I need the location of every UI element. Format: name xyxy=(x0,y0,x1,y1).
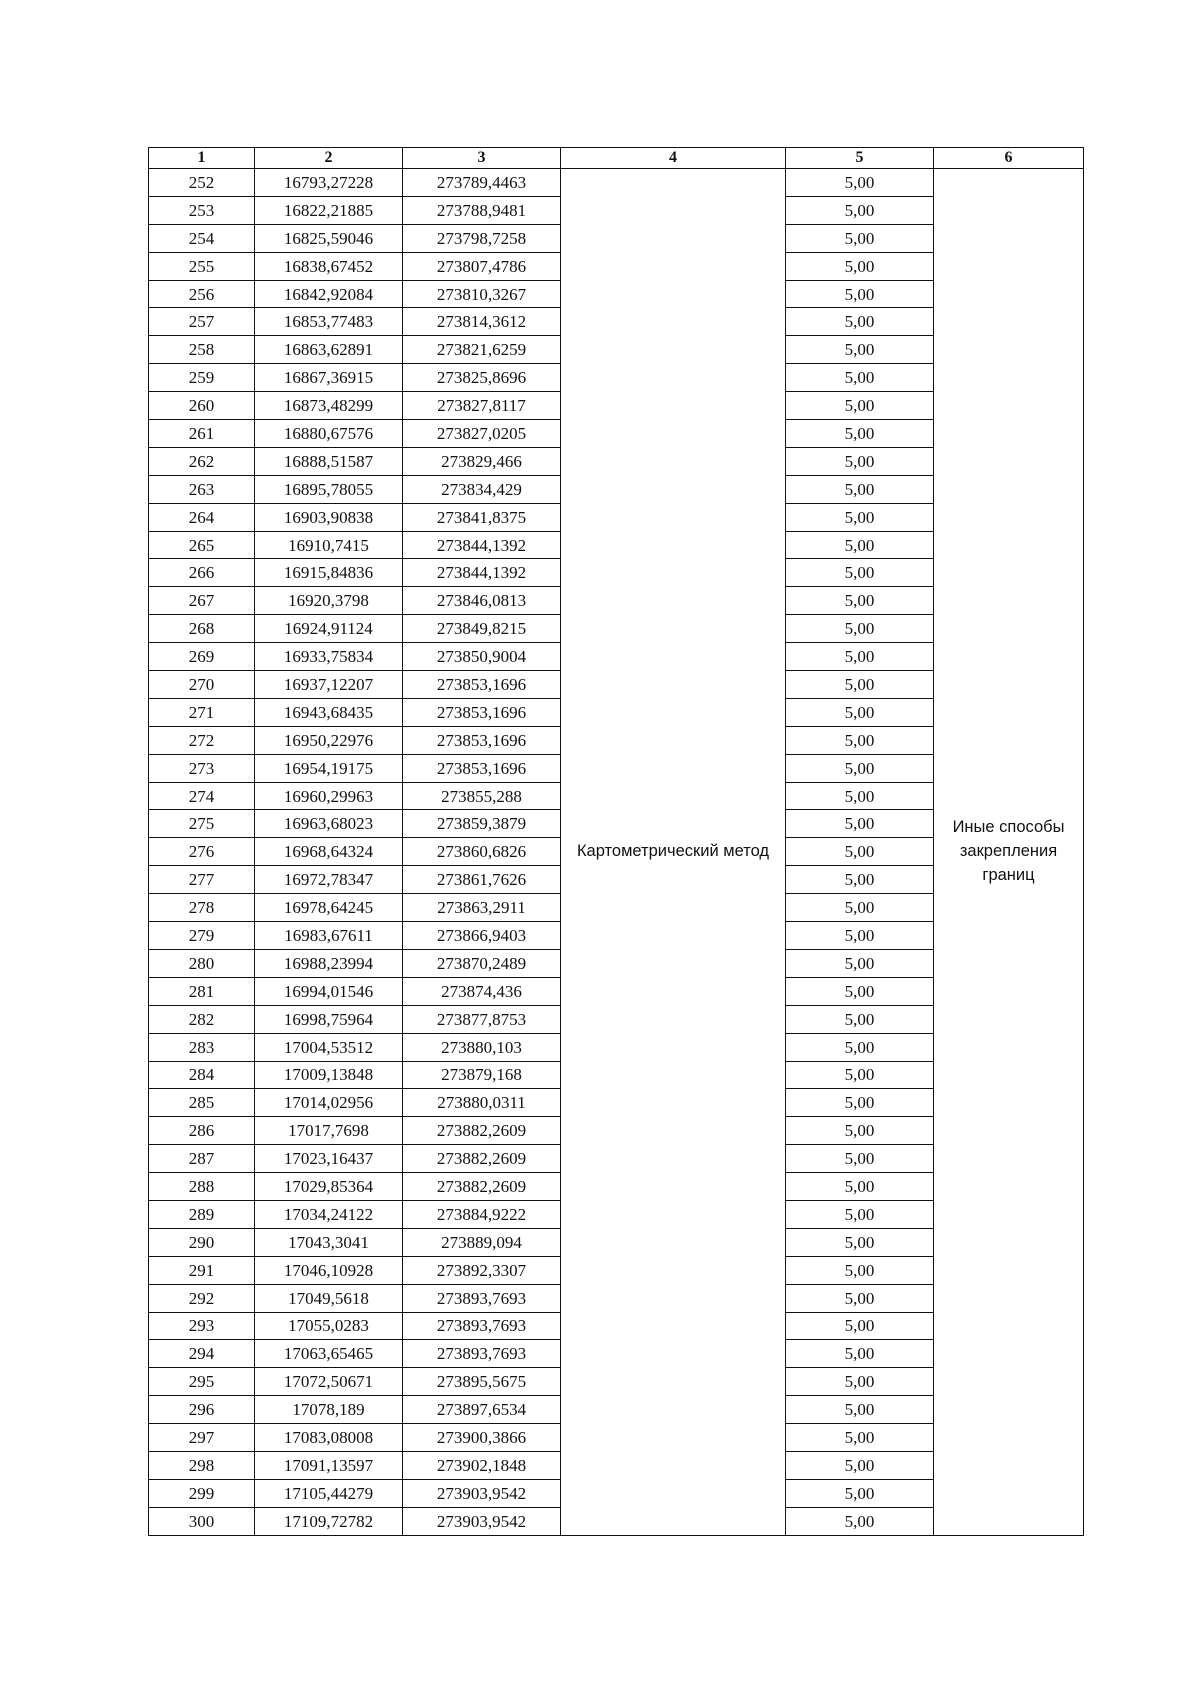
x-coordinate-cell: 16880,67576 xyxy=(255,420,403,448)
accuracy-cell: 5,00 xyxy=(786,782,934,810)
x-coordinate-cell: 17004,53512 xyxy=(255,1033,403,1061)
accuracy-cell: 5,00 xyxy=(786,364,934,392)
point-number-cell: 262 xyxy=(149,447,255,475)
point-number-cell: 276 xyxy=(149,838,255,866)
accuracy-cell: 5,00 xyxy=(786,1424,934,1452)
accuracy-cell: 5,00 xyxy=(786,977,934,1005)
x-coordinate-cell: 16983,67611 xyxy=(255,922,403,950)
x-coordinate-cell: 16793,27228 xyxy=(255,169,403,197)
point-number-cell: 253 xyxy=(149,196,255,224)
x-coordinate-cell: 16998,75964 xyxy=(255,1005,403,1033)
accuracy-cell: 5,00 xyxy=(786,1061,934,1089)
accuracy-cell: 5,00 xyxy=(786,866,934,894)
point-number-cell: 267 xyxy=(149,587,255,615)
y-coordinate-cell: 273846,0813 xyxy=(403,587,561,615)
accuracy-cell: 5,00 xyxy=(786,280,934,308)
y-coordinate-cell: 273814,3612 xyxy=(403,308,561,336)
point-number-cell: 282 xyxy=(149,1005,255,1033)
point-number-cell: 254 xyxy=(149,224,255,252)
x-coordinate-cell: 16937,12207 xyxy=(255,671,403,699)
point-number-cell: 284 xyxy=(149,1061,255,1089)
y-coordinate-cell: 273903,9542 xyxy=(403,1507,561,1535)
y-coordinate-cell: 273861,7626 xyxy=(403,866,561,894)
y-coordinate-cell: 273834,429 xyxy=(403,475,561,503)
x-coordinate-cell: 17023,16437 xyxy=(255,1145,403,1173)
y-coordinate-cell: 273889,094 xyxy=(403,1228,561,1256)
accuracy-cell: 5,00 xyxy=(786,754,934,782)
point-number-cell: 255 xyxy=(149,252,255,280)
point-number-cell: 279 xyxy=(149,922,255,950)
point-number-cell: 283 xyxy=(149,1033,255,1061)
accuracy-cell: 5,00 xyxy=(786,587,934,615)
y-coordinate-cell: 273859,3879 xyxy=(403,810,561,838)
y-coordinate-cell: 273874,436 xyxy=(403,977,561,1005)
x-coordinate-cell: 16943,68435 xyxy=(255,698,403,726)
y-coordinate-cell: 273882,2609 xyxy=(403,1173,561,1201)
point-number-cell: 281 xyxy=(149,977,255,1005)
point-number-cell: 270 xyxy=(149,671,255,699)
y-coordinate-cell: 273810,3267 xyxy=(403,280,561,308)
accuracy-cell: 5,00 xyxy=(786,726,934,754)
point-number-cell: 290 xyxy=(149,1228,255,1256)
header-col-1: 1 xyxy=(149,148,255,169)
x-coordinate-cell: 17046,10928 xyxy=(255,1256,403,1284)
method-cell: Картометрический метод xyxy=(561,169,786,1536)
point-number-cell: 293 xyxy=(149,1312,255,1340)
x-coordinate-cell: 16968,64324 xyxy=(255,838,403,866)
point-number-cell: 264 xyxy=(149,503,255,531)
y-coordinate-cell: 273841,8375 xyxy=(403,503,561,531)
y-coordinate-cell: 273821,6259 xyxy=(403,336,561,364)
accuracy-cell: 5,00 xyxy=(786,1479,934,1507)
table-row xyxy=(149,169,1084,197)
point-number-cell: 273 xyxy=(149,754,255,782)
y-coordinate-cell: 273849,8215 xyxy=(403,615,561,643)
accuracy-cell: 5,00 xyxy=(786,643,934,671)
y-coordinate-cell: 273897,6534 xyxy=(403,1396,561,1424)
accuracy-cell: 5,00 xyxy=(786,1089,934,1117)
point-number-cell: 269 xyxy=(149,643,255,671)
accuracy-cell: 5,00 xyxy=(786,1200,934,1228)
x-coordinate-cell: 17029,85364 xyxy=(255,1173,403,1201)
accuracy-cell: 5,00 xyxy=(786,949,934,977)
point-number-cell: 278 xyxy=(149,894,255,922)
point-number-cell: 294 xyxy=(149,1340,255,1368)
y-coordinate-cell: 273882,2609 xyxy=(403,1117,561,1145)
accuracy-cell: 5,00 xyxy=(786,392,934,420)
y-coordinate-cell: 273863,2911 xyxy=(403,894,561,922)
point-number-cell: 288 xyxy=(149,1173,255,1201)
accuracy-cell: 5,00 xyxy=(786,1256,934,1284)
coordinates-table xyxy=(148,147,1084,1536)
accuracy-cell: 5,00 xyxy=(786,671,934,699)
point-number-cell: 297 xyxy=(149,1424,255,1452)
header-col-3: 3 xyxy=(403,148,561,169)
accuracy-cell: 5,00 xyxy=(786,922,934,950)
y-coordinate-cell: 273902,1848 xyxy=(403,1451,561,1479)
x-coordinate-cell: 16972,78347 xyxy=(255,866,403,894)
x-coordinate-cell: 16933,75834 xyxy=(255,643,403,671)
x-coordinate-cell: 17014,02956 xyxy=(255,1089,403,1117)
point-number-cell: 299 xyxy=(149,1479,255,1507)
point-number-cell: 296 xyxy=(149,1396,255,1424)
accuracy-cell: 5,00 xyxy=(786,196,934,224)
y-coordinate-cell: 273895,5675 xyxy=(403,1368,561,1396)
accuracy-cell: 5,00 xyxy=(786,559,934,587)
point-number-cell: 257 xyxy=(149,308,255,336)
point-number-cell: 252 xyxy=(149,169,255,197)
accuracy-cell: 5,00 xyxy=(786,1368,934,1396)
y-coordinate-cell: 273788,9481 xyxy=(403,196,561,224)
accuracy-cell: 5,00 xyxy=(786,1117,934,1145)
x-coordinate-cell: 16888,51587 xyxy=(255,447,403,475)
point-number-cell: 259 xyxy=(149,364,255,392)
accuracy-cell: 5,00 xyxy=(786,1284,934,1312)
accuracy-cell: 5,00 xyxy=(786,894,934,922)
x-coordinate-cell: 17034,24122 xyxy=(255,1200,403,1228)
fixing-method-cell: Иные способы закрепления границ xyxy=(934,169,1084,1536)
point-number-cell: 260 xyxy=(149,392,255,420)
x-coordinate-cell: 17043,3041 xyxy=(255,1228,403,1256)
y-coordinate-cell: 273893,7693 xyxy=(403,1284,561,1312)
accuracy-cell: 5,00 xyxy=(786,1451,934,1479)
x-coordinate-cell: 16915,84836 xyxy=(255,559,403,587)
y-coordinate-cell: 273844,1392 xyxy=(403,559,561,587)
point-number-cell: 292 xyxy=(149,1284,255,1312)
accuracy-cell: 5,00 xyxy=(786,810,934,838)
x-coordinate-cell: 16978,64245 xyxy=(255,894,403,922)
x-coordinate-cell: 16920,3798 xyxy=(255,587,403,615)
header-col-2: 2 xyxy=(255,148,403,169)
x-coordinate-cell: 17109,72782 xyxy=(255,1507,403,1535)
y-coordinate-cell: 273825,8696 xyxy=(403,364,561,392)
x-coordinate-cell: 16853,77483 xyxy=(255,308,403,336)
x-coordinate-cell: 16838,67452 xyxy=(255,252,403,280)
y-coordinate-cell: 273853,1696 xyxy=(403,671,561,699)
point-number-cell: 289 xyxy=(149,1200,255,1228)
point-number-cell: 291 xyxy=(149,1256,255,1284)
x-coordinate-cell: 16954,19175 xyxy=(255,754,403,782)
x-coordinate-cell: 17063,65465 xyxy=(255,1340,403,1368)
point-number-cell: 274 xyxy=(149,782,255,810)
point-number-cell: 275 xyxy=(149,810,255,838)
y-coordinate-cell: 273866,9403 xyxy=(403,922,561,950)
table-body xyxy=(149,169,1084,1536)
accuracy-cell: 5,00 xyxy=(786,698,934,726)
accuracy-cell: 5,00 xyxy=(786,1312,934,1340)
y-coordinate-cell: 273870,2489 xyxy=(403,949,561,977)
accuracy-cell: 5,00 xyxy=(786,475,934,503)
x-coordinate-cell: 16842,92084 xyxy=(255,280,403,308)
y-coordinate-cell: 273893,7693 xyxy=(403,1340,561,1368)
x-coordinate-cell: 16988,23994 xyxy=(255,949,403,977)
point-number-cell: 286 xyxy=(149,1117,255,1145)
accuracy-cell: 5,00 xyxy=(786,1396,934,1424)
y-coordinate-cell: 273789,4463 xyxy=(403,169,561,197)
x-coordinate-cell: 17055,0283 xyxy=(255,1312,403,1340)
y-coordinate-cell: 273807,4786 xyxy=(403,252,561,280)
x-coordinate-cell: 17078,189 xyxy=(255,1396,403,1424)
accuracy-cell: 5,00 xyxy=(786,336,934,364)
point-number-cell: 263 xyxy=(149,475,255,503)
x-coordinate-cell: 16867,36915 xyxy=(255,364,403,392)
x-coordinate-cell: 16950,22976 xyxy=(255,726,403,754)
x-coordinate-cell: 16960,29963 xyxy=(255,782,403,810)
point-number-cell: 256 xyxy=(149,280,255,308)
y-coordinate-cell: 273879,168 xyxy=(403,1061,561,1089)
y-coordinate-cell: 273798,7258 xyxy=(403,224,561,252)
x-coordinate-cell: 17072,50671 xyxy=(255,1368,403,1396)
y-coordinate-cell: 273882,2609 xyxy=(403,1145,561,1173)
point-number-cell: 258 xyxy=(149,336,255,364)
y-coordinate-cell: 273900,3866 xyxy=(403,1424,561,1452)
accuracy-cell: 5,00 xyxy=(786,531,934,559)
y-coordinate-cell: 273877,8753 xyxy=(403,1005,561,1033)
header-col-4: 4 xyxy=(561,148,786,169)
point-number-cell: 295 xyxy=(149,1368,255,1396)
table-header xyxy=(149,148,1084,169)
x-coordinate-cell: 17009,13848 xyxy=(255,1061,403,1089)
x-coordinate-cell: 16994,01546 xyxy=(255,977,403,1005)
x-coordinate-cell: 17083,08008 xyxy=(255,1424,403,1452)
header-col-6: 6 xyxy=(934,148,1084,169)
y-coordinate-cell: 273827,8117 xyxy=(403,392,561,420)
y-coordinate-cell: 273853,1696 xyxy=(403,726,561,754)
y-coordinate-cell: 273892,3307 xyxy=(403,1256,561,1284)
accuracy-cell: 5,00 xyxy=(786,1145,934,1173)
accuracy-cell: 5,00 xyxy=(786,1507,934,1535)
y-coordinate-cell: 273829,466 xyxy=(403,447,561,475)
y-coordinate-cell: 273903,9542 xyxy=(403,1479,561,1507)
point-number-cell: 265 xyxy=(149,531,255,559)
y-coordinate-cell: 273853,1696 xyxy=(403,754,561,782)
accuracy-cell: 5,00 xyxy=(786,1340,934,1368)
point-number-cell: 268 xyxy=(149,615,255,643)
y-coordinate-cell: 273844,1392 xyxy=(403,531,561,559)
accuracy-cell: 5,00 xyxy=(786,420,934,448)
point-number-cell: 266 xyxy=(149,559,255,587)
x-coordinate-cell: 17017,7698 xyxy=(255,1117,403,1145)
x-coordinate-cell: 16895,78055 xyxy=(255,475,403,503)
x-coordinate-cell: 16873,48299 xyxy=(255,392,403,420)
accuracy-cell: 5,00 xyxy=(786,503,934,531)
y-coordinate-cell: 273880,0311 xyxy=(403,1089,561,1117)
accuracy-cell: 5,00 xyxy=(786,1228,934,1256)
header-col-5: 5 xyxy=(786,148,934,169)
point-number-cell: 272 xyxy=(149,726,255,754)
point-number-cell: 277 xyxy=(149,866,255,894)
accuracy-cell: 5,00 xyxy=(786,1005,934,1033)
accuracy-cell: 5,00 xyxy=(786,1033,934,1061)
point-number-cell: 280 xyxy=(149,949,255,977)
x-coordinate-cell: 16822,21885 xyxy=(255,196,403,224)
accuracy-cell: 5,00 xyxy=(786,252,934,280)
point-number-cell: 287 xyxy=(149,1145,255,1173)
x-coordinate-cell: 16825,59046 xyxy=(255,224,403,252)
accuracy-cell: 5,00 xyxy=(786,169,934,197)
x-coordinate-cell: 17105,44279 xyxy=(255,1479,403,1507)
accuracy-cell: 5,00 xyxy=(786,308,934,336)
y-coordinate-cell: 273884,9222 xyxy=(403,1200,561,1228)
x-coordinate-cell: 16963,68023 xyxy=(255,810,403,838)
x-coordinate-cell: 16863,62891 xyxy=(255,336,403,364)
x-coordinate-cell: 16924,91124 xyxy=(255,615,403,643)
y-coordinate-cell: 273853,1696 xyxy=(403,698,561,726)
point-number-cell: 300 xyxy=(149,1507,255,1535)
point-number-cell: 261 xyxy=(149,420,255,448)
accuracy-cell: 5,00 xyxy=(786,615,934,643)
point-number-cell: 285 xyxy=(149,1089,255,1117)
header-row xyxy=(149,148,1084,169)
x-coordinate-cell: 17049,5618 xyxy=(255,1284,403,1312)
y-coordinate-cell: 273880,103 xyxy=(403,1033,561,1061)
y-coordinate-cell: 273850,9004 xyxy=(403,643,561,671)
accuracy-cell: 5,00 xyxy=(786,838,934,866)
y-coordinate-cell: 273827,0205 xyxy=(403,420,561,448)
point-number-cell: 271 xyxy=(149,698,255,726)
x-coordinate-cell: 17091,13597 xyxy=(255,1451,403,1479)
x-coordinate-cell: 16903,90838 xyxy=(255,503,403,531)
accuracy-cell: 5,00 xyxy=(786,224,934,252)
x-coordinate-cell: 16910,7415 xyxy=(255,531,403,559)
accuracy-cell: 5,00 xyxy=(786,447,934,475)
y-coordinate-cell: 273855,288 xyxy=(403,782,561,810)
accuracy-cell: 5,00 xyxy=(786,1173,934,1201)
y-coordinate-cell: 273893,7693 xyxy=(403,1312,561,1340)
y-coordinate-cell: 273860,6826 xyxy=(403,838,561,866)
point-number-cell: 298 xyxy=(149,1451,255,1479)
